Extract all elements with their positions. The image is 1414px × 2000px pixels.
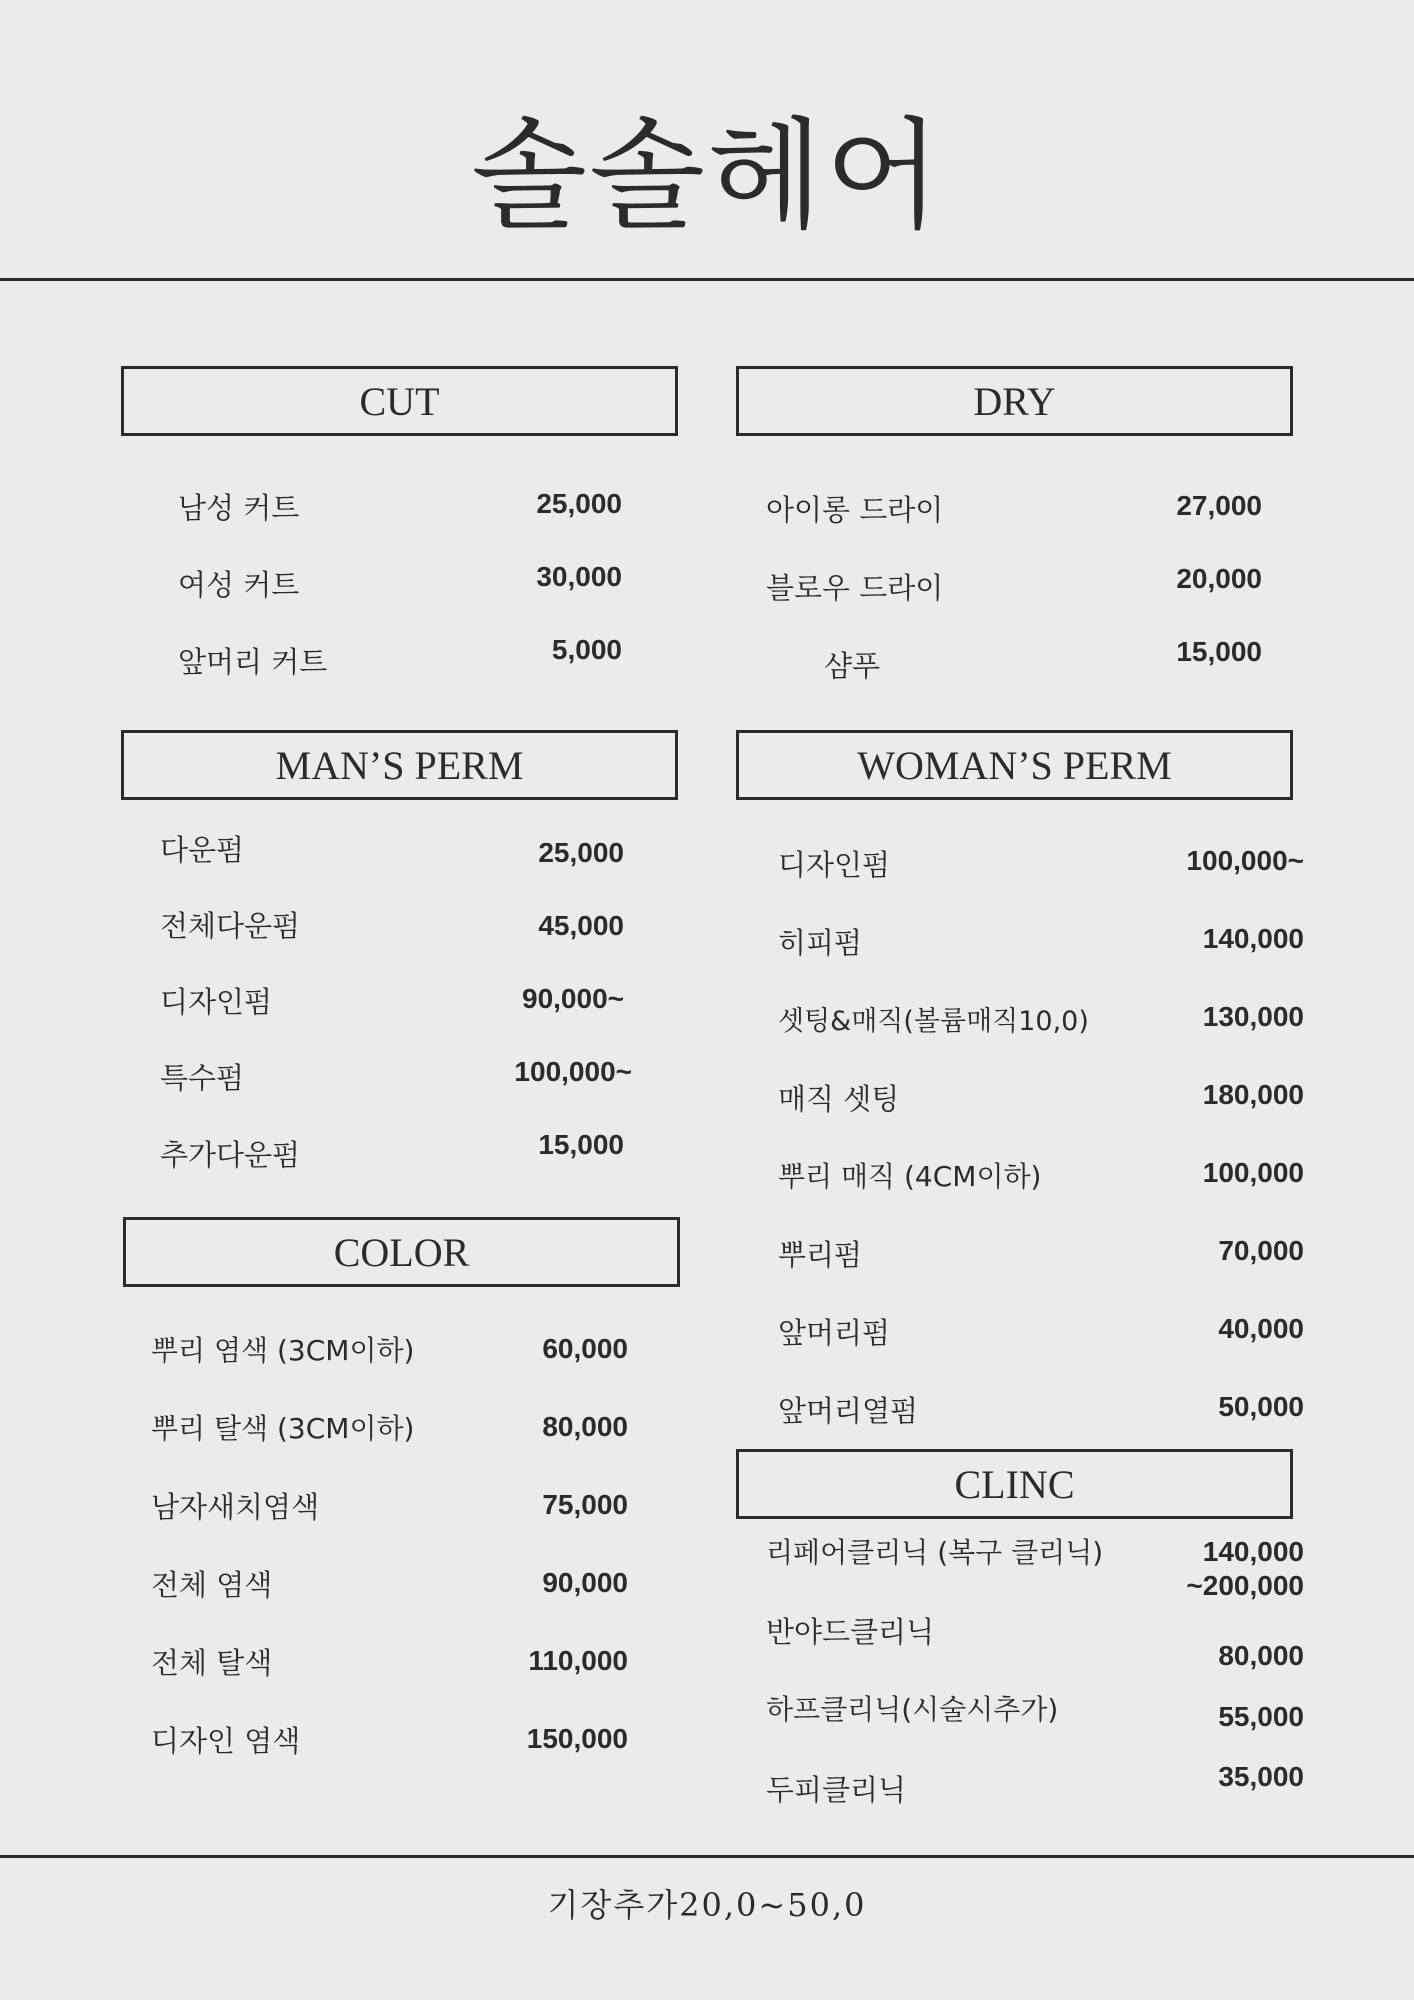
menu-item-name: 블로우 드라이 [766, 571, 944, 605]
clinic-heading: CLINC [736, 1449, 1293, 1519]
menu-item-price: 100,000~ [514, 1056, 632, 1087]
menu-item-price: 150,000 [526, 1723, 628, 1754]
menu-item-name: 매직 셋팅 [778, 1082, 900, 1116]
menu-item-price: 110,000 [528, 1645, 628, 1676]
menu-item-name: 추가다운펌 [160, 1138, 301, 1172]
menu-item-name: 앞머리 커트 [178, 645, 328, 679]
menu-item-price: 5,000 [551, 634, 622, 665]
color-heading: COLOR [123, 1217, 680, 1287]
menu-item-name: 전체 염색 [151, 1568, 273, 1602]
menu-item-name: 아이롱 드라이 [766, 493, 944, 527]
menu-item-price: 25,000 [538, 837, 624, 868]
menu-item-price: 100,000~ [1186, 845, 1304, 876]
menu-item-name: 앞머리펌 [778, 1316, 891, 1350]
menu-item-name: 전체다운펌 [160, 909, 301, 943]
menu-item-price: 35,000 [1218, 1761, 1304, 1792]
menu-item-price: 50,000 [1218, 1391, 1304, 1422]
menu-item-name: 두피클리닉 [766, 1773, 907, 1807]
menu-item-price: 30,000 [536, 561, 622, 592]
mans-perm-heading: MAN’S PERM [121, 730, 678, 800]
menu-item-price: 80,000 [542, 1411, 628, 1442]
menu-item-price: 130,000 [1202, 1001, 1304, 1032]
menu-item-price: 40,000 [1218, 1313, 1304, 1344]
cut-heading: CUT [121, 366, 678, 436]
menu-item-name: 남성 커트 [178, 491, 300, 525]
menu-item-price: 60,000 [542, 1333, 628, 1364]
menu-item-name: 하프클리닉(시술시추가) [766, 1693, 1059, 1726]
menu-item-name: 디자인펌 [160, 985, 273, 1019]
menu-item-name: 특수펌 [160, 1061, 245, 1095]
menu-item-name: 리페어클리닉 (복구 클리닉) [766, 1536, 1104, 1569]
menu-item-price-range-end: ~200,000 [1186, 1570, 1304, 1601]
menu-item-name: 뿌리 매직 (4CM이하) [778, 1160, 1042, 1193]
footer-note: 기장추가20,0~50,0 [547, 1886, 867, 1924]
menu-item-name: 디자인펌 [778, 848, 891, 882]
menu-item-price: 70,000 [1218, 1235, 1304, 1266]
menu-item-price: 80,000 [1218, 1640, 1304, 1671]
menu-item-price: 45,000 [538, 910, 624, 941]
menu-item-name: 셋팅&매직(볼륨매직10,0) [778, 1006, 1089, 1037]
menu-item-name: 샴푸 [824, 649, 881, 683]
menu-item-name: 여성 커트 [178, 568, 300, 602]
menu-item-price: 55,000 [1218, 1701, 1304, 1732]
dry-heading: DRY [736, 366, 1293, 436]
menu-item-price: 140,000 [1202, 1536, 1304, 1567]
menu-item-name: 뿌리 염색 (3CM이하) [151, 1334, 415, 1367]
menu-item-price: 15,000 [538, 1129, 624, 1160]
menu-item-price: 90,000 [542, 1567, 628, 1598]
menu-item-name: 뿌리펌 [778, 1238, 863, 1272]
menu-item-price: 20,000 [1176, 563, 1262, 594]
menu-item-name: 디자인 염색 [151, 1724, 301, 1758]
menu-item-name: 뿌리 탈색 (3CM이하) [151, 1412, 415, 1445]
menu-item-price: 100,000 [1202, 1157, 1304, 1188]
menu-item-price: 27,000 [1176, 490, 1262, 521]
menu-item-name: 앞머리열펌 [778, 1394, 919, 1428]
shop-title: 솔솔헤어 [471, 107, 943, 246]
top-divider [0, 278, 1414, 281]
menu-item-price: 75,000 [542, 1489, 628, 1520]
menu-item-name: 전체 탈색 [151, 1646, 273, 1680]
menu-item-price: 15,000 [1176, 636, 1262, 667]
womans-perm-heading: WOMAN’S PERM [736, 730, 1293, 800]
menu-item-price: 140,000 [1202, 923, 1304, 954]
menu-item-name: 히피펌 [778, 926, 863, 960]
menu-item-price: 90,000~ [522, 983, 624, 1014]
bottom-divider [0, 1855, 1414, 1858]
menu-item-name: 반야드클리닉 [766, 1615, 935, 1649]
menu-item-price: 25,000 [536, 488, 622, 519]
menu-item-name: 다운펌 [160, 833, 245, 867]
menu-item-price: 180,000 [1202, 1079, 1304, 1110]
menu-item-name: 남자새치염색 [151, 1490, 320, 1524]
